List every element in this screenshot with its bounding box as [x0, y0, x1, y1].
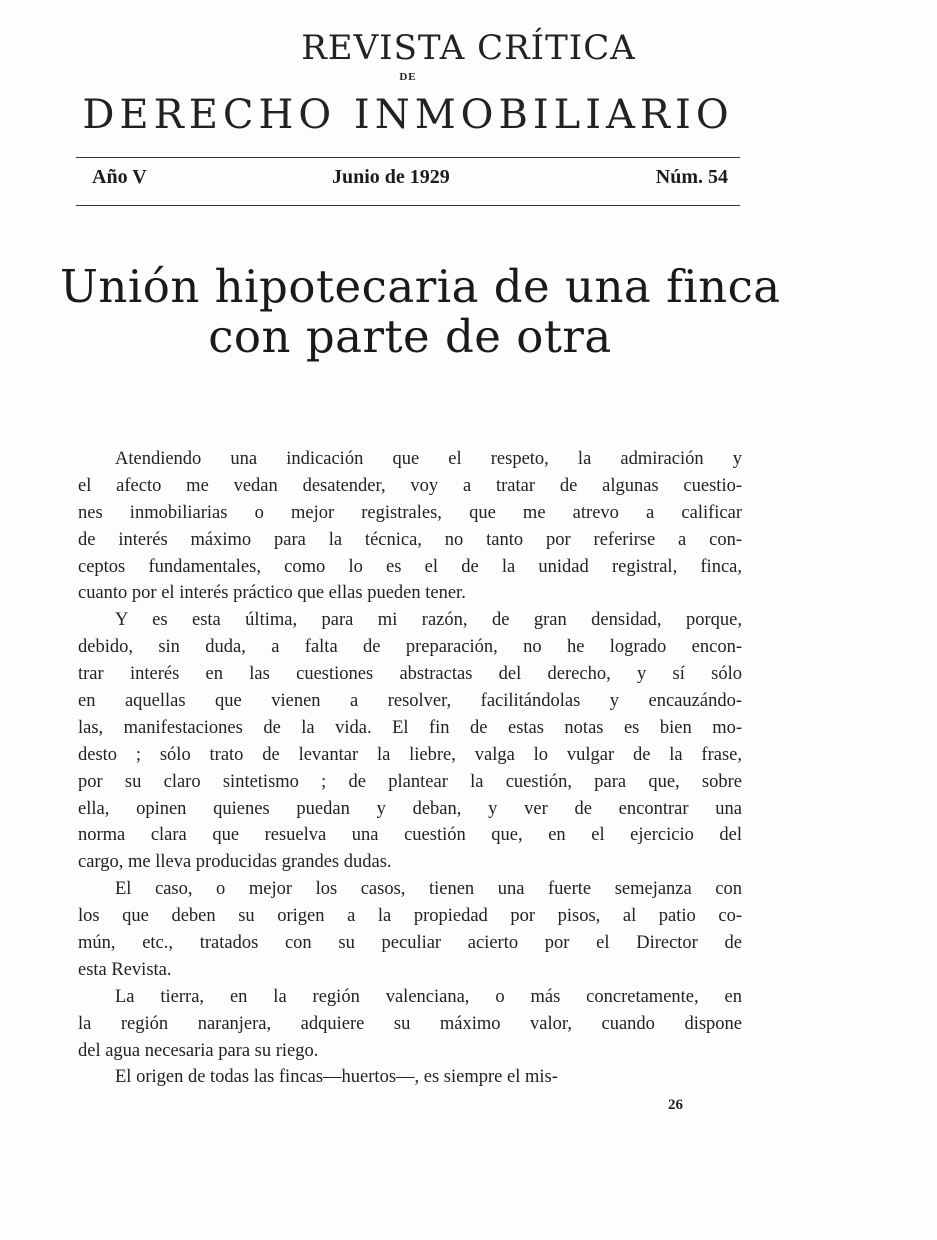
body-line: Atendiendo una indicación que el respeto, la admiración y — [115, 449, 742, 469]
body-paragraph — [78, 984, 742, 1065]
body-line: en aquellas que vienen a resolver, facilitándolas y encauzándo- — [78, 691, 742, 712]
body-line: la región naranjera, adquiere su máximo valor, cuando dispone — [78, 1013, 742, 1034]
body-line: cuanto por el interés práctico que ellas pueden tener. — [78, 583, 466, 604]
body-line: ella, opinen quienes puedan y deban, y ver de encontrar una — [78, 798, 742, 819]
body-line: debido, sin duda, a falta de preparación, no he logrado encon- — [78, 637, 742, 658]
journal-de: DE — [399, 71, 417, 83]
body-line: nes inmobiliarias o mejor registrales, que me atrevo a calificar — [78, 502, 742, 523]
page-number: 26 — [668, 1097, 683, 1113]
article-title-line-2: con parte de otra — [208, 310, 612, 363]
article-body — [78, 446, 742, 1091]
body-line: El caso, o mejor los casos, tienen una fuerte semejanza con — [115, 879, 742, 900]
body-line: esta Revista. — [78, 959, 172, 980]
article-title — [60, 260, 781, 363]
body-paragraph — [78, 446, 742, 607]
body-line: cargo, me lleva producidas grandes dudas. — [78, 852, 392, 873]
body-line: del agua necesaria para su riego. — [78, 1040, 319, 1061]
body-line: los que deben su origen a la propiedad por pisos, al patio co- — [78, 906, 742, 927]
issue-number: Núm. 54 — [655, 166, 728, 188]
body-paragraph — [78, 876, 742, 984]
issue-date: Junio de 1929 — [332, 166, 450, 188]
header-rule-bottom — [76, 205, 740, 206]
body-line: desto ; sólo trato de levantar la liebre, valga lo vulgar de la frase, — [78, 744, 742, 765]
body-line: ceptos fundamentales, como lo es el de la unidad registral, finca, — [78, 556, 742, 577]
body-paragraph — [78, 607, 742, 876]
header-rule-top — [76, 157, 740, 158]
issue-info-row — [92, 166, 728, 194]
body-line: de interés máximo para la técnica, no tanto por referirse a con- — [78, 529, 742, 550]
body-line: por su claro sintetismo ; de plantear la cuestión, para que, sobre — [78, 771, 742, 792]
article-title-line-1: Unión hipotecaria de una finca — [60, 260, 781, 313]
journal-title: REVISTA CRÍTICA — [301, 28, 636, 68]
body-paragraph — [78, 1064, 742, 1091]
body-line: trar interés en las cuestiones abstractas del derecho, y sí sólo — [78, 664, 742, 685]
body-line: norma clara que resuelva una cuestión que, en el ejercicio del — [78, 825, 742, 846]
issue-year: Año V — [92, 166, 147, 188]
body-line: mún, etc., tratados con su peculiar acierto por el Director de — [78, 933, 742, 954]
body-line: las, manifestaciones de la vida. El fin de estas notas es bien mo- — [78, 717, 742, 738]
body-line: el afecto me vedan desatender, voy a tratar de algunas cuestio- — [78, 475, 742, 496]
body-line: El origen de todas las fincas—huertos—, es siempre el mis- — [115, 1067, 558, 1088]
body-line: La tierra, en la región valenciana, o más concretamente, en — [115, 986, 742, 1007]
body-line: Y es esta última, para mi razón, de gran densidad, porque, — [115, 610, 742, 631]
journal-subtitle: DERECHO INMOBILIARIO — [82, 92, 734, 138]
